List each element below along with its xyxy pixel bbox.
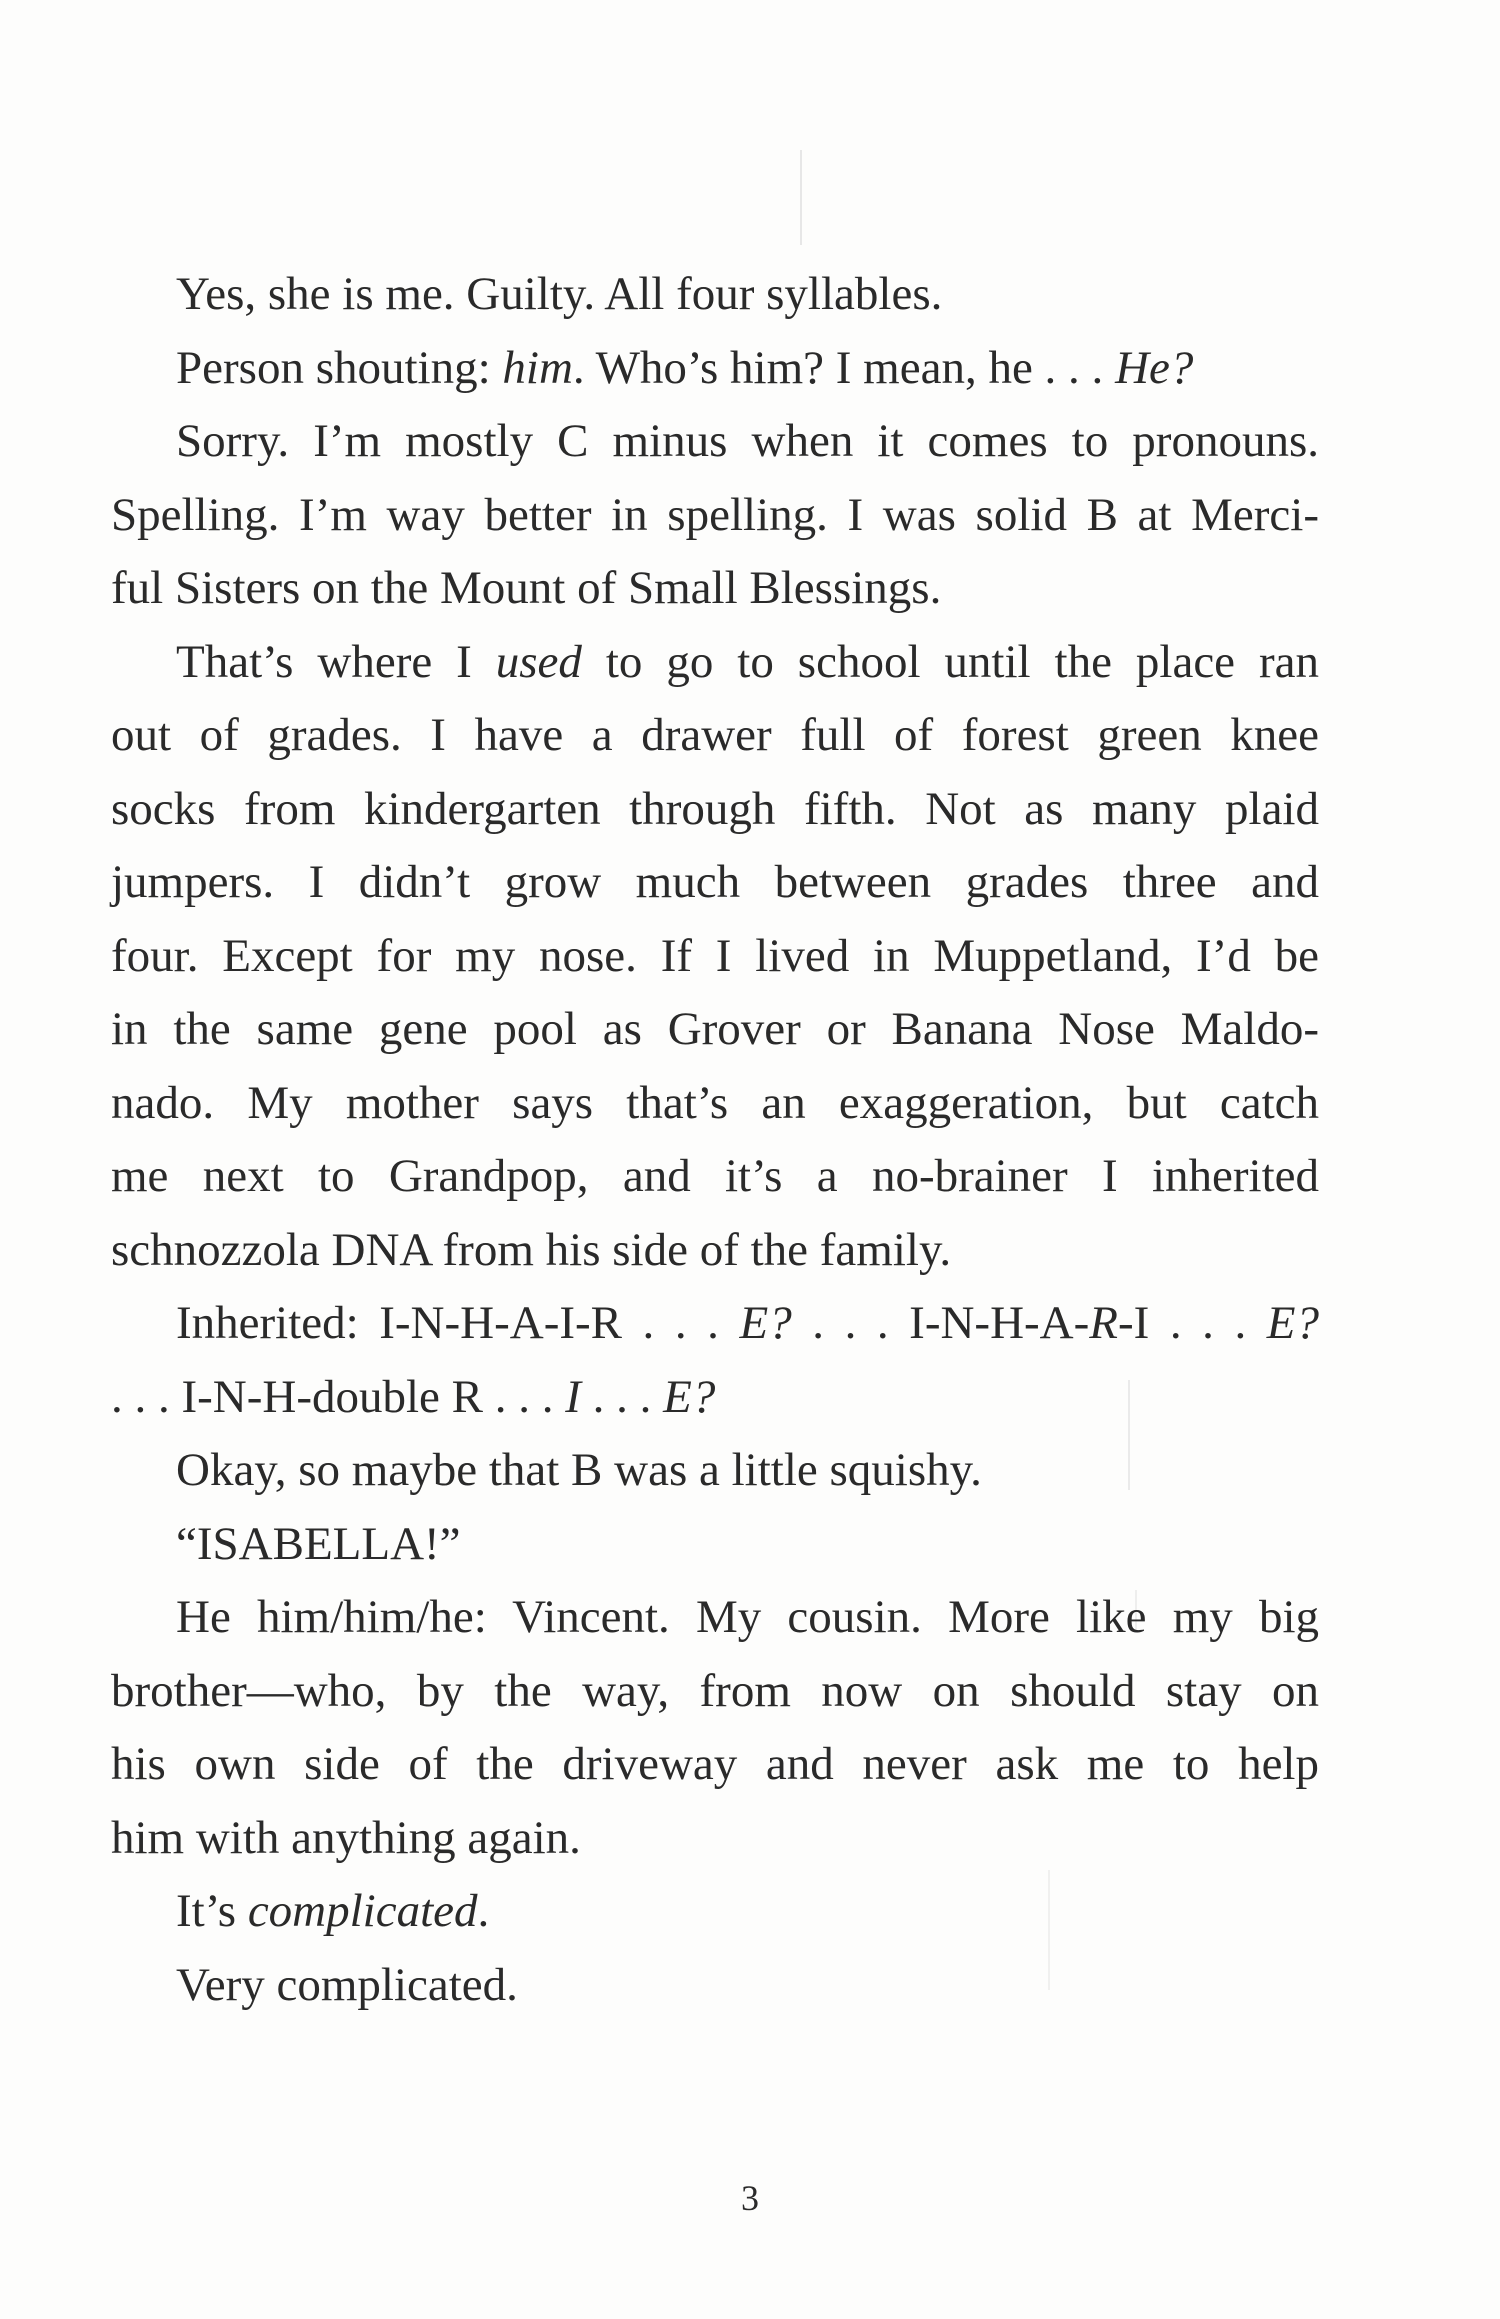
text-segment: ful Sisters on the Mount of Small Blessings. — [111, 562, 942, 614]
body-text — [111, 258, 1319, 2022]
text-segment: Very complicated. — [176, 1958, 518, 2011]
text-segment: Sorry. I’m mostly C minus when it comes to pronouns. — [176, 415, 1319, 467]
text-segment: . . . I-N-H-A- — [791, 1297, 1090, 1349]
text-line — [111, 699, 1319, 773]
text-segment: It’s — [176, 1885, 248, 1937]
text-segment: . — [477, 1885, 490, 1937]
italic-text: used — [495, 635, 582, 688]
text-segment: schnozzola DNA from his side of the family. — [111, 1223, 952, 1276]
text-line — [111, 1214, 1319, 1288]
text-line — [111, 1067, 1319, 1141]
text-line — [111, 1140, 1319, 1214]
text-line — [111, 332, 1319, 406]
text-segment: Yes, she is me. Guilty. All four syllables. — [176, 268, 943, 320]
text-line — [111, 1728, 1319, 1802]
italic-text: E? — [663, 1370, 716, 1423]
text-segment: . . . — [580, 1370, 664, 1423]
text-segment: out of grades. I have a drawer full of forest green knee — [111, 709, 1319, 761]
text-segment: four. Except for my nose. If I lived in Muppetland, I’d be — [111, 929, 1319, 982]
text-segment: “ISABELLA!” — [176, 1517, 461, 1570]
text-line — [111, 920, 1319, 994]
scan-artifact — [800, 150, 802, 245]
italic-text: E? — [739, 1297, 792, 1349]
text-line — [111, 1875, 1319, 1949]
text-segment: Inherited: I-N-H-A-I-R . . . — [176, 1297, 740, 1349]
text-segment: to go to school until the place ran — [581, 635, 1319, 688]
text-segment: jumpers. I didn’t grow much between grades three and — [111, 856, 1319, 908]
text-line — [111, 626, 1319, 700]
text-segment: him with anything again. — [111, 1811, 581, 1864]
text-segment: Person shouting: — [176, 341, 503, 394]
text-line — [111, 1802, 1319, 1876]
text-line — [111, 993, 1319, 1067]
text-segment: Okay, so maybe that B was a little squishy. — [176, 1444, 982, 1496]
text-segment: He him/him/he: Vincent. My cousin. More like my big — [176, 1591, 1319, 1643]
text-line — [111, 1287, 1319, 1361]
text-segment: his own side of the driveway and never ask me to help — [111, 1738, 1319, 1790]
text-segment: . . . I-N-H-double R . . . — [111, 1370, 566, 1423]
text-segment: Spelling. I’m way better in spelling. I was solid B at Merci- — [111, 488, 1319, 541]
text-line — [111, 552, 1319, 626]
italic-text: him — [502, 341, 573, 394]
text-segment: brother—who, by the way, from now on should stay on — [111, 1664, 1319, 1717]
text-line — [111, 1949, 1319, 2023]
text-line — [111, 846, 1319, 920]
text-line — [111, 773, 1319, 847]
text-line — [111, 479, 1319, 553]
italic-text: R — [1089, 1297, 1118, 1349]
italic-text: E? — [1266, 1297, 1320, 1349]
text-segment: socks from kindergarten through fifth. Not as many plaid — [111, 782, 1319, 835]
text-segment: me next to Grandpop, and it’s a no-brainer I inherited — [111, 1150, 1319, 1202]
italic-text: He? — [1115, 341, 1194, 394]
text-segment: in the same gene pool as Grover or Banana Nose Maldo- — [111, 1003, 1319, 1055]
text-line — [111, 1581, 1319, 1655]
text-line — [111, 258, 1319, 332]
text-line — [111, 1655, 1319, 1729]
text-segment: nado. My mother says that’s an exaggeration, but catch — [111, 1076, 1319, 1129]
page-number: 3 — [741, 2178, 759, 2218]
text-line — [111, 1361, 1319, 1435]
text-line — [111, 1434, 1319, 1508]
text-segment: -I . . . — [1118, 1297, 1267, 1349]
italic-text: I — [565, 1370, 581, 1423]
italic-text: complicated — [247, 1885, 478, 1937]
text-segment: That’s where I — [176, 635, 496, 688]
text-segment: . Who’s him? I mean, he . . . — [572, 341, 1116, 394]
text-line — [111, 405, 1319, 479]
text-line — [111, 1508, 1319, 1582]
